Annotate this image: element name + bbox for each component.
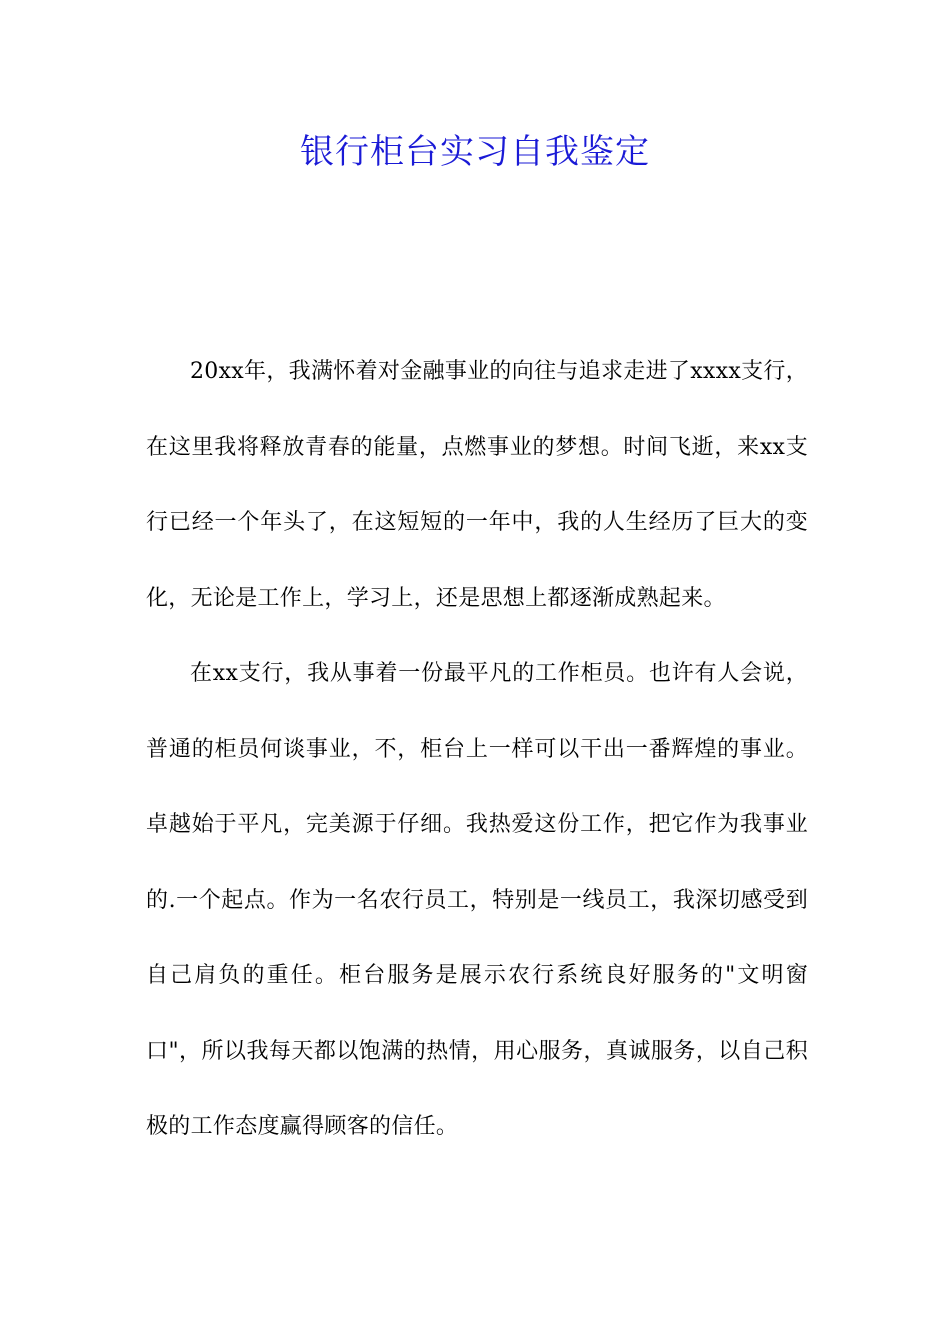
document-title: 银行柜台实习自我鉴定 <box>300 132 650 172</box>
document-body <box>146 334 808 1165</box>
paragraph-2: 在xx支行，我从事着一份最平凡的工作柜员。也许有人会说，普通的柜员何谈事业，不，柜台上一样可以干出一番辉煌的事业。卓越始于平凡，完美源于仔细。我热爱这份工作，把它作为我事业的.一个起点。作为一名农行员工，特别是一线员工，我深切感受到自己肩负的重任。柜台服务是展示农行系统良好服务的"文明窗口"，所以我每天都以饱满的热情，用心服务，真诚服务，以自己积极的工作态度赢得顾客的信任。 <box>146 661 808 1139</box>
paragraph-1: 20xx年，我满怀着对金融事业的向往与追求走进了xxxx支行，在这里我将释放青春的能量，点燃事业的梦想。时间飞逝，来xx支行已经一个年头了，在这短短的一年中，我的人生经历了巨大的变化，无论是工作上，学习上，还是思想上都逐渐成熟起来。 <box>146 359 808 611</box>
